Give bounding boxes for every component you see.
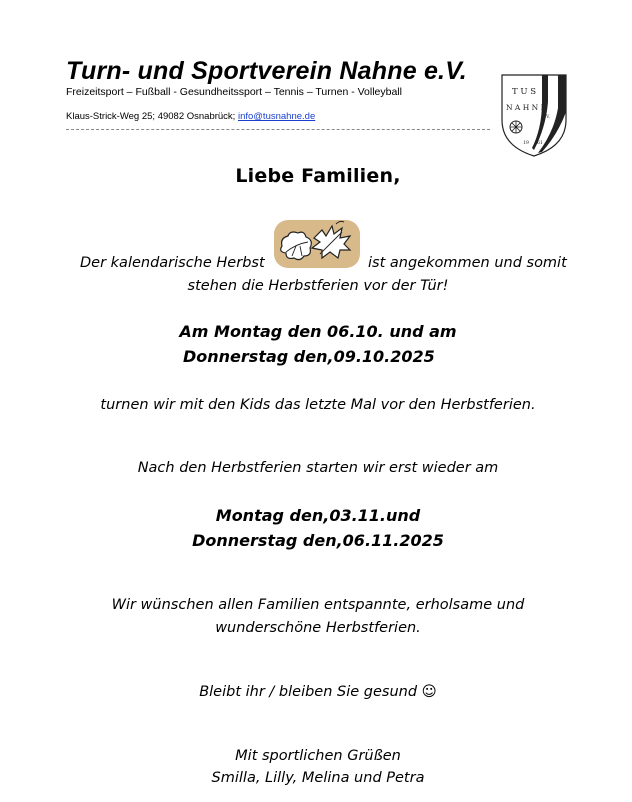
dates1-line1: Am Montag den 06.10. und am	[179, 322, 457, 341]
logo-ev: e.V.	[542, 115, 550, 120]
intro-part2: ist angekommen und somit	[368, 255, 567, 271]
wish-line1: Wir wünschen allen Familien entspannte, erholsame und	[111, 597, 525, 613]
logo-tus: T U S	[511, 87, 537, 97]
restart-line: Nach den Herbstferien starten wir erst wieder am	[137, 460, 499, 476]
org-title: Turn- und Sportverein Nahne e.V.	[66, 57, 467, 85]
autumn-leaves-icon	[270, 216, 364, 272]
tus-nahne-crest-icon	[498, 72, 570, 158]
logo-year-left: 19	[523, 141, 529, 146]
intro-part1: Der kalendarische Herbst	[80, 255, 265, 271]
letterhead	[66, 56, 496, 122]
closing-line1: Mit sportlichen Grüßen	[235, 748, 401, 764]
address-text: Klaus-Strick-Weg 25; 49082 Osnabrück;	[66, 111, 238, 122]
healthy-line: Bleibt ihr / bleiben Sie gesund ☺	[199, 684, 437, 700]
address-line	[66, 111, 496, 122]
dates2-line1: Montag den,03.11.und	[215, 506, 421, 525]
logo-year-right: 61	[537, 141, 543, 146]
sports-line: Freizeitsport – Fußball - Gesundheitssport – Tennis – Turnen - Volleyball	[66, 86, 402, 98]
greeting: Liebe Familien,	[235, 165, 401, 187]
turnen-line: turnen wir mit den Kids das letzte Mal vor den Herbstferien.	[100, 397, 536, 413]
closing-signatures: Smilla, Lilly, Melina und Petra	[211, 770, 425, 786]
dates1-line2: Donnerstag den,09.10.2025	[183, 347, 435, 366]
email-link[interactable]: info@tusnahne.de	[237, 111, 316, 122]
wish-line2: wunderschöne Herbstferien.	[215, 620, 421, 636]
dates2-line2: Donnerstag den,06.11.2025	[192, 531, 444, 550]
intro-line2: stehen die Herbstferien vor der Tür!	[187, 278, 449, 294]
logo-nahne: N A H N E	[505, 103, 547, 112]
header-divider	[66, 129, 490, 130]
